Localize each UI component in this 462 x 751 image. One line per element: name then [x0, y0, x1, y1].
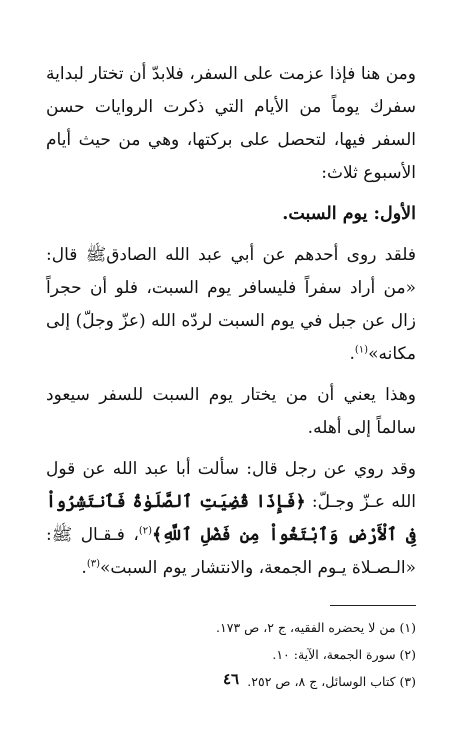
- hadith-paragraph-1: [46, 239, 416, 371]
- hadith-2-start: وقد روي عن رجل قال: سألت أبا عبد الله عن قول الله عـزّ وجـلّ:: [46, 459, 416, 512]
- hadith-1-end: .: [349, 344, 355, 364]
- hadith-2-mid: ، فـقـال ﷺ: «الـصـلاة يـوم الجمعة، والانتشار يوم السبت»: [46, 525, 416, 578]
- hadith-2-end: .: [81, 558, 87, 578]
- intro-paragraph: ومن هنا فإذا عزمت على السفر، فلابدّ أن تختار لبداية سفرك يوماً من الأيام التي ذكرت الروايات حسن السفر فيها، لتحصل على بركتها، وهي من حيث أيام الأسبوع ثلاث:: [46, 64, 416, 183]
- meaning-paragraph: وهذا يعني أن من يختار يوم السبت للسفر سيعود سالماً إلى أهله.: [46, 385, 416, 438]
- hadith-paragraph-2: [46, 453, 416, 585]
- footnote-divider: [330, 605, 416, 606]
- page-number: ٤٦: [222, 670, 240, 688]
- footnote-ref-3[interactable]: (٣): [86, 558, 101, 570]
- quran-verse: ﴿فَإِذَا قُضِيَتِ ٱلصَّلَوٰةُ فَٱنتَشِرُواْ فِى ٱلْأَرْضِ وَٱبْتَغُواْ مِن فَضْلِ ٱللَّهِ﴾: [46, 492, 417, 545]
- section-heading: الأول: يوم السبت.: [282, 204, 416, 224]
- spacer: [46, 190, 416, 198]
- spacer: [46, 231, 416, 239]
- footnote-ref-2[interactable]: (٢): [138, 525, 153, 537]
- footnote-3: (٣) كتاب الوسائل، ج ٨، ص ٢٥٢.: [247, 674, 416, 689]
- spacer: [46, 371, 416, 379]
- hadith-1-text: فلقد روى أحدهم عن أبي عبد الله الصادقﷺ قال: «من أراد سفراً فليسافر يوم السبت، فلو أن حجراً زال عن جبل في يوم السبت لردّه الله (عزّ وجلّ) إلى مكانه»: [46, 245, 416, 364]
- footnote-1: (١) من لا يحضره الفقيه، ج ٢، ص ١٧٣.: [216, 620, 416, 635]
- footnote-ref-1[interactable]: (١): [354, 344, 369, 356]
- footnote-2: (٢) سورة الجمعة، الآية: ١٠.: [272, 647, 416, 662]
- spacer: [46, 445, 416, 453]
